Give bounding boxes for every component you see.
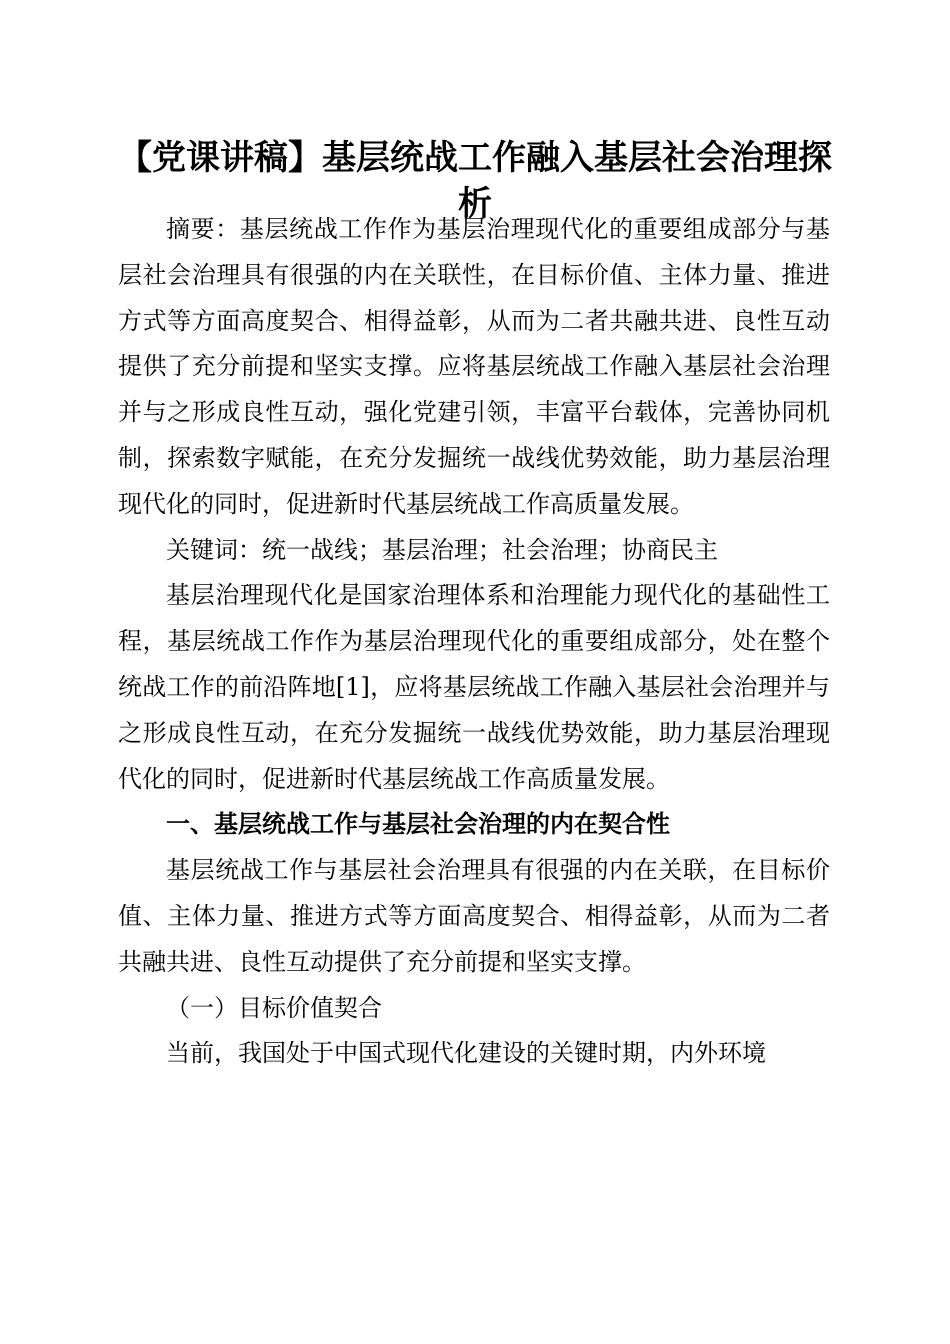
document-title: 【党课讲稿】基层统战工作融入基层社会治理探析 xyxy=(118,138,832,224)
abstract-paragraph: 摘要：基层统战工作作为基层治理现代化的重要组成部分与基层社会治理具有很强的内在关联性，在目标价值、主体力量、推进方式等方面高度契合、相得益彰，从而为二者共融共进、良性互动提供了充分前提和坚实支撑。应将基层统战工作融入基层社会治理并与之形成良性互动，强化党建引领，丰富平台载体，完善协同机制，探索数字赋能，在充分发掘统一战线优势效能，助力基层治理现代化的同时，促进新时代基层统战工作高质量发展。 xyxy=(118,215,830,518)
keywords-paragraph: 关键词：统一战线；基层治理；社会治理；协商民主 xyxy=(166,535,718,564)
subsection-heading: （一）目标价值契合 xyxy=(166,993,382,1022)
subsection-paragraph: 当前，我国处于中国式现代化建设的关键时期，内外环境 xyxy=(166,1039,766,1068)
section-heading: 一、基层统战工作与基层社会治理的内在契合性 xyxy=(166,810,670,839)
document-body xyxy=(118,207,830,1077)
section-paragraph: 基层统战工作与基层社会治理具有很强的内在关联，在目标价值、主体力量、推进方式等方面高度契合、相得益彰，从而为二者共融共进、良性互动提供了充分前提和坚实支撑。 xyxy=(118,856,830,976)
intro-paragraph: 基层治理现代化是国家治理体系和治理能力现代化的基础性工程，基层统战工作作为基层治理现代化的重要组成部分，处在整个统战工作的前沿阵地[1]，应将基层统战工作融入基层社会治理并与之形成良性互动，在充分发掘统一战线优势效能，助力基层治理现代化的同时，促进新时代基层统战工作高质量发展。 xyxy=(118,581,830,793)
